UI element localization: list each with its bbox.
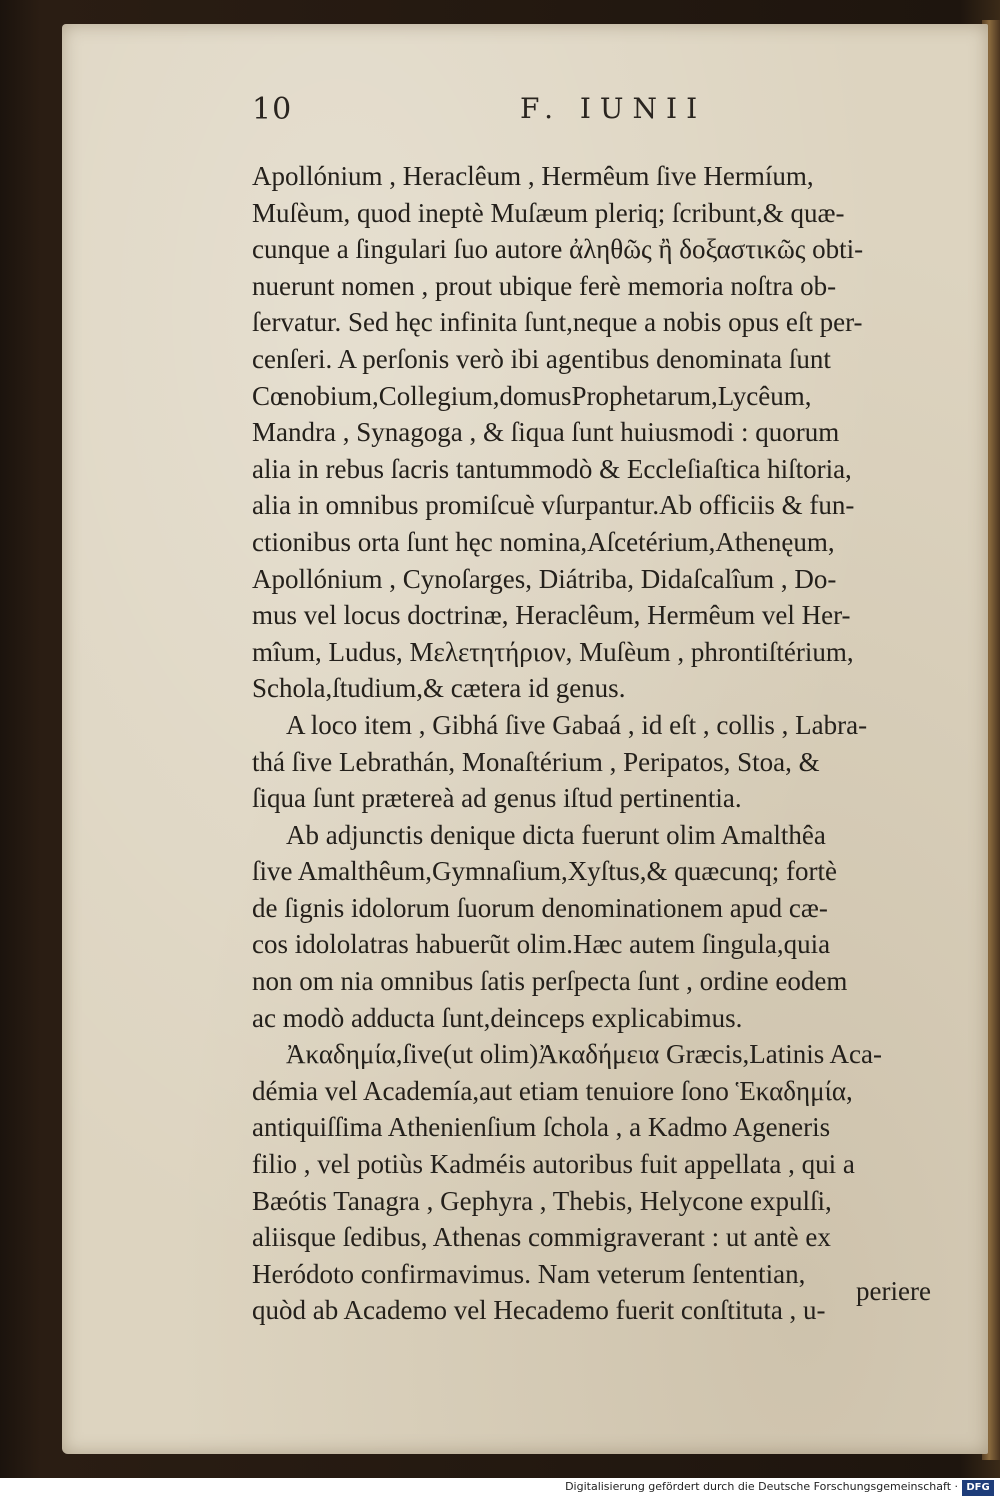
funding-credit: Digitalisierung gefördert durch die Deutsche Forschungsgemeinschaft · [565, 1480, 958, 1493]
text-line: filio , vel potiùs Kadméis autoribus fuit appellata , qui a [252, 1149, 855, 1180]
text-line: ſiqua ſunt prætereà ad genus iſtud pertinentia. [252, 783, 742, 814]
text-line: ſive Amalthêum,Gymnaſium,Xyſtus,& quæcunq; fortè [252, 856, 837, 887]
page-number: 10 [252, 92, 293, 127]
text-line: ctionibus orta ſunt hęc nomina,Aſcetérium,Athenęum, [252, 526, 835, 557]
text-line: cenſeri. A perſonis verò ibi agentibus denominata ſunt [252, 343, 831, 374]
text-line: cunque a ſingulari ſuo autore ἀληθῶς ἢ δοξαστικῶς obti- [252, 234, 864, 265]
text-line: Ab adjunctis denique dicta fuerunt olim Amalthêa [286, 819, 826, 850]
text-line: démia vel Academía,aut etiam tenuiore ſono Ἑκαδημία, [252, 1075, 853, 1106]
text-line: nuerunt nomen , prout ubique ferè memoria noſtra ob- [252, 270, 837, 301]
text-line: ac modò adducta ſunt,deinceps explicabimus. [252, 1002, 743, 1033]
text-line: mîum, Ludus, Μελετητήριον, Muſèum , phrontiſtérium, [252, 636, 854, 667]
body-text [252, 158, 952, 1329]
text-line: ſervatur. Sed hęc infinita ſunt,neque a nobis opus eſt per- [252, 307, 863, 338]
text-line: A loco item , Gibhá ſive Gabaá , id eſt , collis , Labra- [286, 709, 868, 740]
text-line: Ἀκαδημία,ſive(ut olim)Ἀκαδήμεια Græcis,Latinis Aca- [286, 1039, 882, 1070]
catchword: periere [856, 1276, 931, 1306]
text-line: Apollónium , Cynoſarges, Diátriba, Didaſcalîum , Do- [252, 563, 837, 594]
text-line: aliisque ſedibus, Athenas commigraverant : ut antè ex [252, 1222, 831, 1253]
text-line: alia in omnibus promiſcuè vſurpantur.Ab officiis & fun- [252, 490, 855, 521]
dfg-logo: DFG [962, 1480, 994, 1496]
text-line: Bæótis Tanagra , Gephyra , Thebis, Helycone expulſi, [252, 1185, 832, 1216]
text-line: non om nia omnibus ſatis perſpecta ſunt , ordine eodem [252, 966, 848, 997]
page-header [190, 92, 940, 132]
text-line: antiquiſſima Athenienſium ſchola , a Kadmo Ageneris [252, 1112, 831, 1143]
text-line: Cœnobium,Collegium,domusProphetarum,Lycêum, [252, 380, 812, 411]
text-line: Heródoto confirmavimus. Nam veterum ſententian, [252, 1258, 806, 1289]
text-line: de ſignis idolorum ſuorum denominationem apud cæ- [252, 892, 828, 923]
text-line: thá ſive Lebrathán, Monaſtérium , Peripatos, Stoa, & [252, 746, 820, 777]
text-line: alia in rebus ſacris tantummodò & Eccleſiaſtica hiſtoria, [252, 453, 852, 484]
text-line: mus vel locus doctrinæ, Heraclêum, Hermêum vel Her- [252, 600, 851, 631]
text-line: Schola,ſtudium,& cætera id genus. [252, 673, 626, 704]
text-line: Apollónium , Heraclêum , Hermêum ſive Hermíum, [252, 161, 814, 191]
text-line: Muſèum, quod ineptè Muſæum pleriq; ſcribunt,& quæ- [252, 197, 845, 228]
footer-bar [0, 1478, 1000, 1499]
text-line: quòd ab Academo vel Hecademo fuerit conſtituta , u- [252, 1295, 826, 1326]
text-line: Mandra , Synagoga , & ſiqua ſunt huiusmodi : quorum [252, 417, 840, 448]
running-head: F. IUNII [520, 92, 707, 125]
text-line: cos idololatras habuerũt olim.Hæc autem ſingula,quia [252, 929, 831, 960]
